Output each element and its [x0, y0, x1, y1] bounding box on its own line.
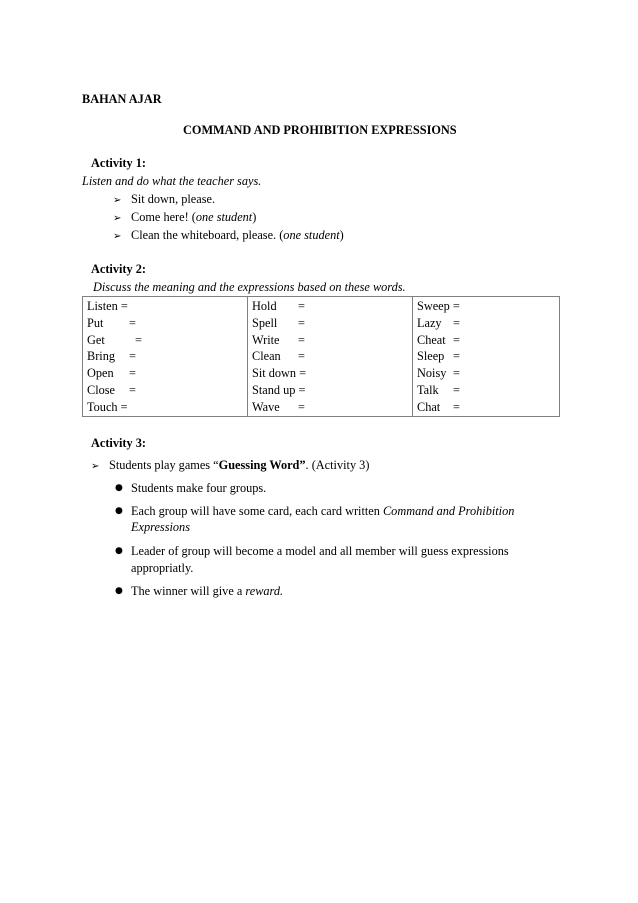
activity3-heading: Activity 3: — [91, 436, 146, 450]
header-label: BAHAN AJAR — [82, 92, 162, 106]
activity1-item: ➢ Come here! (one student) — [113, 210, 257, 224]
vocab-entry: Wave = — [252, 399, 305, 414]
activity2-instruction: Discuss the meaning and the expressions based on these words. — [93, 280, 406, 294]
round-bullet-icon: ● — [115, 586, 123, 596]
vocab-entry: Sit down = — [252, 366, 307, 381]
vocab-entry: Open = — [87, 366, 136, 381]
arrow-bullet-icon: ➢ — [91, 461, 100, 472]
activity3-bullet-1: Students make four groups. — [131, 481, 267, 495]
activity1-instruction: Listen and do what the teacher says. — [82, 174, 262, 188]
activity1-item: ➢ Clean the whiteboard, please. (one student) — [113, 228, 344, 242]
activity3-bullet-4: The winner will give a reward. — [131, 584, 284, 598]
vocabulary-table — [82, 296, 560, 417]
activity2-heading: Activity 2: — [91, 262, 146, 276]
vocab-entry: Hold = — [252, 299, 305, 313]
vocab-entry: Listen = — [87, 299, 128, 313]
arrow-bullet-icon: ➢ — [113, 195, 122, 206]
vocab-entry: Get = — [87, 332, 142, 347]
vocab-entry: Spell = — [252, 315, 305, 330]
vocab-entry: Stand up = — [252, 382, 306, 397]
vocab-entry: Chat = — [417, 399, 460, 414]
vocab-column-1 — [83, 297, 248, 417]
vocab-entry: Bring = — [87, 349, 136, 364]
vocab-column-2 — [248, 297, 413, 417]
activity1-heading: Activity 1: — [91, 156, 146, 170]
vocab-column-3 — [413, 297, 560, 417]
vocab-entry: Noisy = — [417, 366, 460, 381]
round-bullet-icon: ● — [115, 546, 123, 556]
round-bullet-icon: ● — [115, 506, 123, 516]
vocab-entry: Put = — [87, 315, 136, 330]
arrow-bullet-icon: ➢ — [113, 213, 122, 224]
activity3-bullet-3-continued: appropriatly. — [131, 561, 194, 575]
activity3-bullet-3: Leader of group will become a model and all member will guess expressions — [131, 544, 509, 558]
vocab-entry: Touch = — [87, 399, 128, 414]
vocab-entry: Clean = — [252, 349, 305, 364]
vocab-entry: Sleep = — [417, 349, 460, 364]
vocab-entry: Cheat = — [417, 332, 460, 347]
arrow-bullet-icon: ➢ — [113, 231, 122, 242]
page-title: COMMAND AND PROHIBITION EXPRESSIONS — [183, 123, 457, 137]
vocab-entry: Write = — [252, 332, 305, 347]
round-bullet-icon: ● — [115, 483, 123, 493]
activity3-bullet-2: Each group will have some card, each card written Command and Prohibition — [131, 504, 515, 518]
vocab-entry: Close = — [87, 382, 136, 397]
vocab-entry: Talk = — [417, 382, 460, 397]
vocab-entry: Lazy = — [417, 315, 460, 330]
activity1-item: ➢ Sit down, please. — [113, 192, 216, 206]
vocab-entry: Sweep = — [417, 299, 460, 313]
activity3-bullet-2-continued: Expressions — [131, 520, 190, 534]
activity3-intro: ➢ Students play games “Guessing Word”. (Activity 3) — [91, 458, 370, 472]
